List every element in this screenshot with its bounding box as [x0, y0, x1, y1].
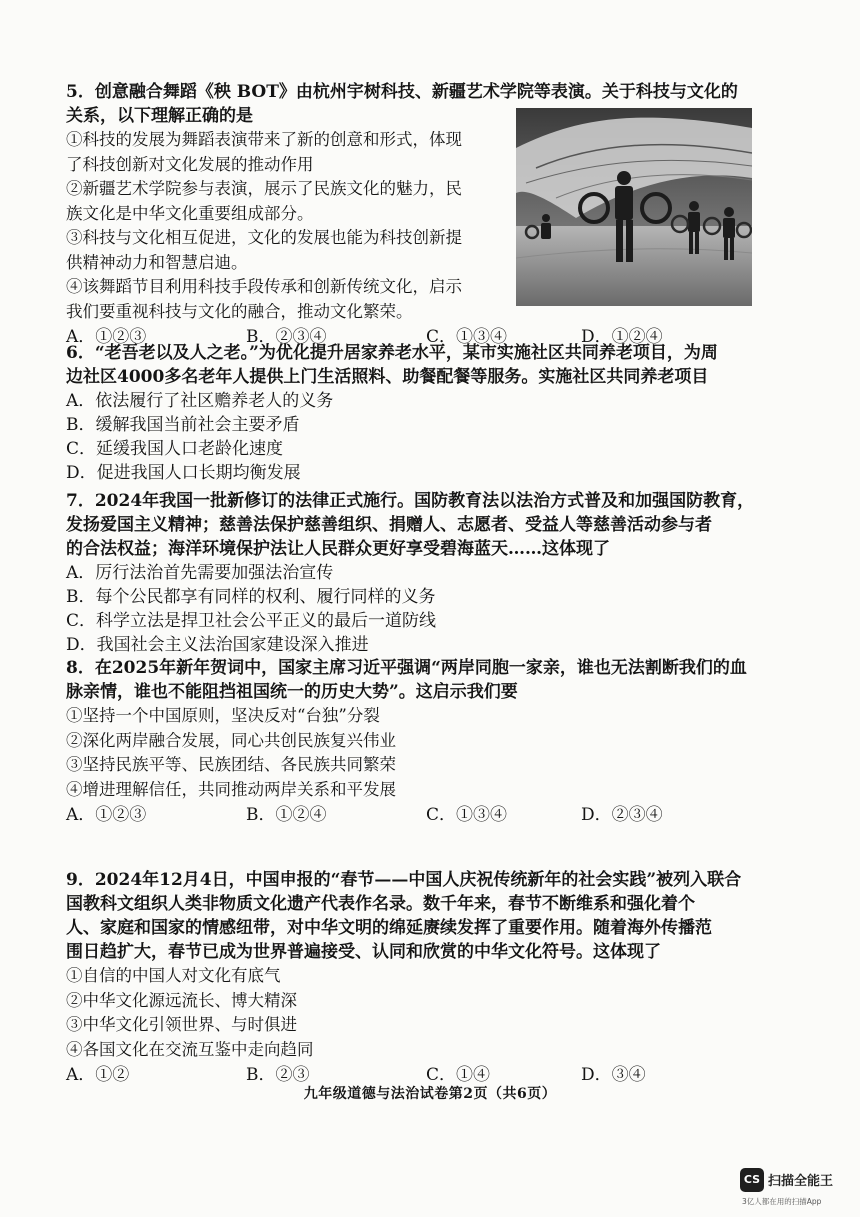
answer-choice-c: C．①④ [426, 1065, 491, 1085]
question-7 [66, 489, 766, 657]
question-8-stem-line-1: 8．在2025年新年贺词中，国家主席习近平强调“两岸同胞一家亲，谁也无法割断我们的血 [66, 658, 747, 678]
question-9-stem-line-3: 人、家庭和国家的情感纽带，对中华文明的绵延赓续发挥了重要作用。随着海外传播范 [66, 918, 712, 938]
question-8 [66, 656, 766, 828]
question-9-stem-line-1: 9．2024年12月4日，中国申报的“春节——中国人庆祝传统新年的社会实践”被列入联合 [66, 870, 742, 890]
question-5-stem-line-2: 关系，以下理解正确的是 [66, 106, 253, 126]
question-5-statements [66, 128, 511, 324]
page-footer: 九年级道德与法治试卷第2页（共6页） [303, 1086, 557, 1102]
answer-choice-a: A．①②③ [66, 327, 147, 347]
question-8-statement: ④增进理解信任，共同推动两岸关系和平发展 [66, 779, 396, 799]
camscanner-logo-icon: CS [740, 1168, 764, 1192]
question-7-stem-line-1: 7．2024年我国一批新修订的法律正式施行。国防教育法以法治方式普及和加强国防教育， [66, 491, 755, 511]
question-9-stem-line-2: 国教科文组织人类非物质文化遗产代表作名录。数千年来，春节不断维系和强化着个 [66, 894, 695, 914]
question-7-option-a: A．厉行法治首先需要加强法治宣传 [66, 563, 334, 583]
question-5-statement-line: 供精神动力和智慧启迪。 [66, 252, 248, 272]
question-9-statement: ②中华文化源远流长、博大精深 [66, 990, 297, 1010]
question-5-statement-line: 族文化是中华文化重要组成部分。 [66, 203, 314, 223]
question-8-statement: ①坚持一个中国原则，坚决反对“台独”分裂 [66, 706, 380, 725]
question-7-stem-line-3: 的合法权益；海洋环境保护法让人民群众更好享受碧海蓝天……这体现了 [66, 539, 610, 559]
answer-choice-d: D．③④ [581, 1065, 646, 1085]
question-8-statement: ②深化两岸融合发展，同心共创民族复兴伟业 [66, 730, 396, 750]
question-6-stem-line-2: 边社区4000多名老年人提供上门生活照料、助餐配餐等服务。实施社区共同养老项目 [66, 367, 709, 387]
question-5-statement-line: 我们要重视科技与文化的融合，推动文化繁荣。 [66, 301, 413, 321]
question-7-stem-line-2: 发扬爱国主义精神；慈善法保护慈善组织、捐赠人、志愿者、受益人等慈善活动参与者 [66, 515, 712, 535]
question-9 [66, 868, 766, 1088]
question-9-statement: ③中华文化引领世界、与时俱进 [66, 1015, 297, 1034]
question-8-stem-line-2: 脉亲情，谁也不能阻挡祖国统一的历史大势”。这启示我们要 [66, 682, 518, 702]
answer-choice-b: B．②③④ [246, 327, 327, 347]
question-5-statement-line: ①科技的发展为舞蹈表演带来了新的创意和形式，体现 [66, 130, 462, 149]
question-6-option-b: B．缓解我国当前社会主要矛盾 [66, 415, 300, 435]
question-5-stem-line-1: 5．创意融合舞蹈《秧 BOT》由杭州宇树科技、新疆艺术学院等表演。关于科技与文化的 [66, 82, 738, 102]
dance-performance-photo [516, 108, 752, 306]
question-6-option-d: D．促进我国人口长期均衡发展 [66, 463, 301, 483]
question-5-statement-line: ④该舞蹈节目利用科技手段传承和创新传统文化，启示 [66, 277, 462, 296]
answer-choice-c: C．①③④ [426, 327, 508, 347]
question-8-answer-choices [66, 802, 766, 828]
question-7-option-b: B．每个公民都享有同样的权利、履行同样的义务 [66, 587, 436, 607]
question-6-option-c: C．延缓我国人口老龄化速度 [66, 439, 284, 459]
question-9-statement: ①自信的中国人对文化有底气 [66, 966, 281, 985]
question-7-option-d: D．我国社会主义法治国家建设深入推进 [66, 635, 369, 655]
answer-choice-b: B．①②④ [246, 805, 327, 825]
answer-choice-a: A．①② [66, 1065, 130, 1085]
question-6 [66, 341, 766, 485]
question-5-statement-line: 了科技创新对文化发展的推动作用 [66, 154, 314, 174]
answer-choice-d: D．①②④ [581, 327, 663, 347]
answer-choice-d: D．②③④ [581, 805, 663, 825]
answer-choice-c: C．①③④ [426, 805, 508, 825]
question-5-statement-line: ③科技与文化相互促进，文化的发展也能为科技创新提 [66, 228, 462, 247]
question-9-stem-line-4: 围日趋扩大，春节已成为世界普遍接受、认同和欣赏的中华文化符号。这体现了 [66, 942, 661, 962]
question-5-statement-line: ②新疆艺术学院参与表演，展示了民族文化的魅力，民 [66, 179, 462, 198]
question-6-option-a: A．依法履行了社区赡养老人的义务 [66, 391, 334, 411]
watermark-tagline: 3亿人都在用的扫描App [742, 1197, 822, 1206]
answer-choice-b: B．②③ [246, 1065, 310, 1085]
watermark-app-name: 扫描全能王 [768, 1174, 834, 1189]
answer-choice-a: A．①②③ [66, 805, 147, 825]
question-8-statement: ③坚持民族平等、民族团结、各民族共同繁荣 [66, 755, 396, 774]
question-9-statement: ④各国文化在交流互鉴中走向趋同 [66, 1039, 314, 1059]
scanner-watermark [740, 1168, 852, 1210]
question-7-option-c: C．科学立法是捍卫社会公平正义的最后一道防线 [66, 611, 437, 631]
question-6-stem-line-1: 6．“老吾老以及人之老。”为优化提升居家养老水平，某市实施社区共同养老项目，为周 [66, 343, 718, 363]
